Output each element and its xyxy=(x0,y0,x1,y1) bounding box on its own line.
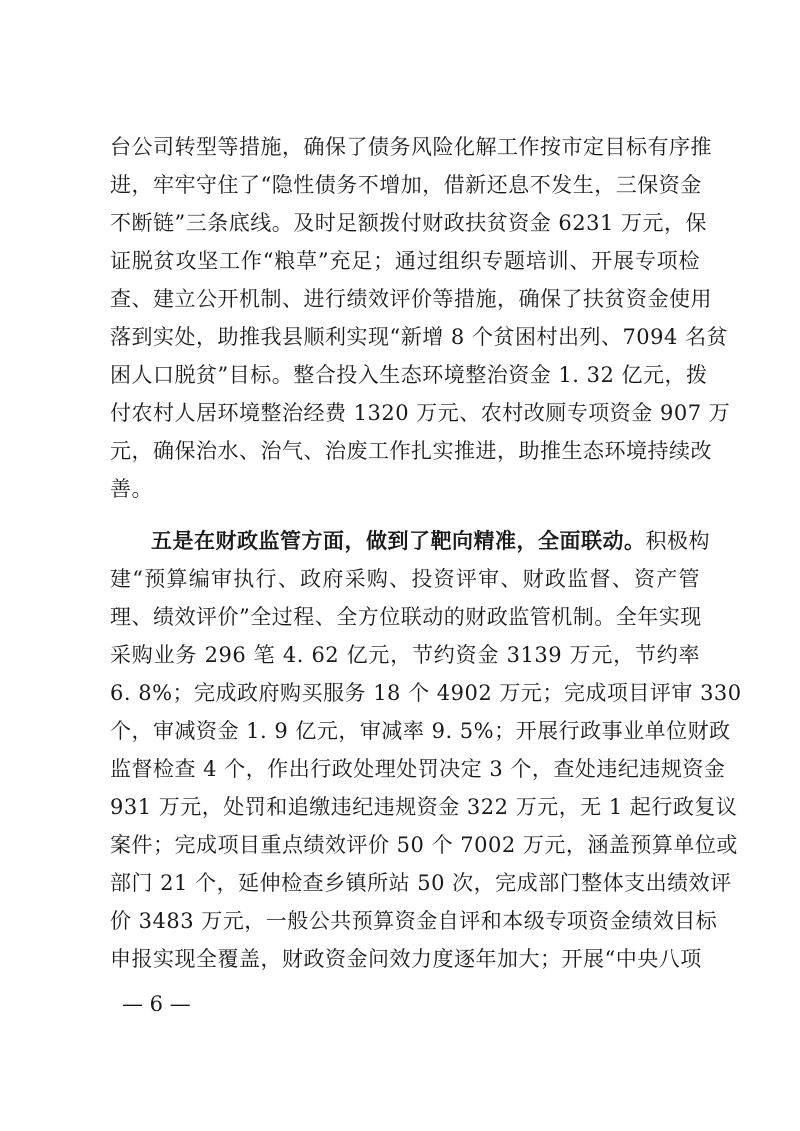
body-text-line: 善。 xyxy=(110,477,153,501)
body-text-line: 理、绩效评价”全过程、全方位联动的财政监管机制。全年实现 xyxy=(110,605,702,629)
body-text-line: 不断链”三条底线。及时足额拨付财政扶贫资金 6231 万元，保 xyxy=(110,211,708,235)
body-text-line: 台公司转型等措施，确保了债务风险化解工作按市定目标有序推 xyxy=(110,135,712,159)
body-text-line: 申报实现全覆盖，财政资金问效力度逐年加大；开展“中央八项 xyxy=(110,947,702,971)
body-text-line: 建“预算编审执行、政府采购、投资评审、财政监督、资产管 xyxy=(110,567,700,591)
body-text-line: 931 万元，处罚和追缴违纪违规资金 322 万元，无 1 起行政复议 xyxy=(110,795,738,819)
body-text-line: 个，审减资金 1. 9 亿元，审减率 9. 5%；开展行政事业单位财政 xyxy=(110,719,731,743)
body-text-line: 查、建立公开机制、进行绩效评价等措施，确保了扶贫资金使用 xyxy=(110,287,712,311)
body-text-line: 监督检查 4 个，作出行政处理处罚决定 3 个，查处违纪违规资金 xyxy=(110,757,726,781)
body-text-line: 落到实处，助推我县顺利实现“新增 8 个贫困村出列、7094 名贫 xyxy=(110,325,729,349)
body-text-line: 元，确保治水、治气、治废工作扎实推进，助推生态环境持续改 xyxy=(110,439,712,463)
body-text-line: 价 3483 万元，一般公共预算资金自评和本级专项资金绩效目标 xyxy=(110,909,718,933)
body-text-line: 证脱贫攻坚工作“粮草”充足；通过组织专题培训、开展专项检 xyxy=(110,249,700,273)
body-text-line: 部门 21 个，延伸检查乡镇所站 50 次，完成部门整体支出绩效评 xyxy=(110,871,732,895)
body-text-line: 困人口脱贫”目标。整合投入生态环境整治资金 1. 32 亿元，拨 xyxy=(110,363,708,387)
paragraph-lead-rest: 积极构 xyxy=(645,529,710,553)
body-text-line: 案件；完成项目重点绩效评价 50 个 7002 万元，涵盖预算单位或 xyxy=(110,833,738,857)
body-text-line: 6. 8%；完成政府购买服务 18 个 4902 万元；完成项目评审 330 xyxy=(110,681,742,705)
paragraph-lead-bold: 五是在财政监管方面，做到了靶向精准，全面联动。 xyxy=(151,528,646,553)
body-text-line: 付农村人居环境整治经费 1320 万元、农村改厕专项资金 907 万 xyxy=(110,401,731,425)
body-text-line: 进，牢牢守住了“隐性债务不增加，借新还息不发生，三保资金 xyxy=(110,173,702,197)
paragraph-heading-line xyxy=(151,522,710,560)
page-number: — 6 — xyxy=(122,992,191,1016)
body-text-line: 采购业务 296 笔 4. 62 亿元，节约资金 3139 万元，节约率 xyxy=(110,643,700,667)
